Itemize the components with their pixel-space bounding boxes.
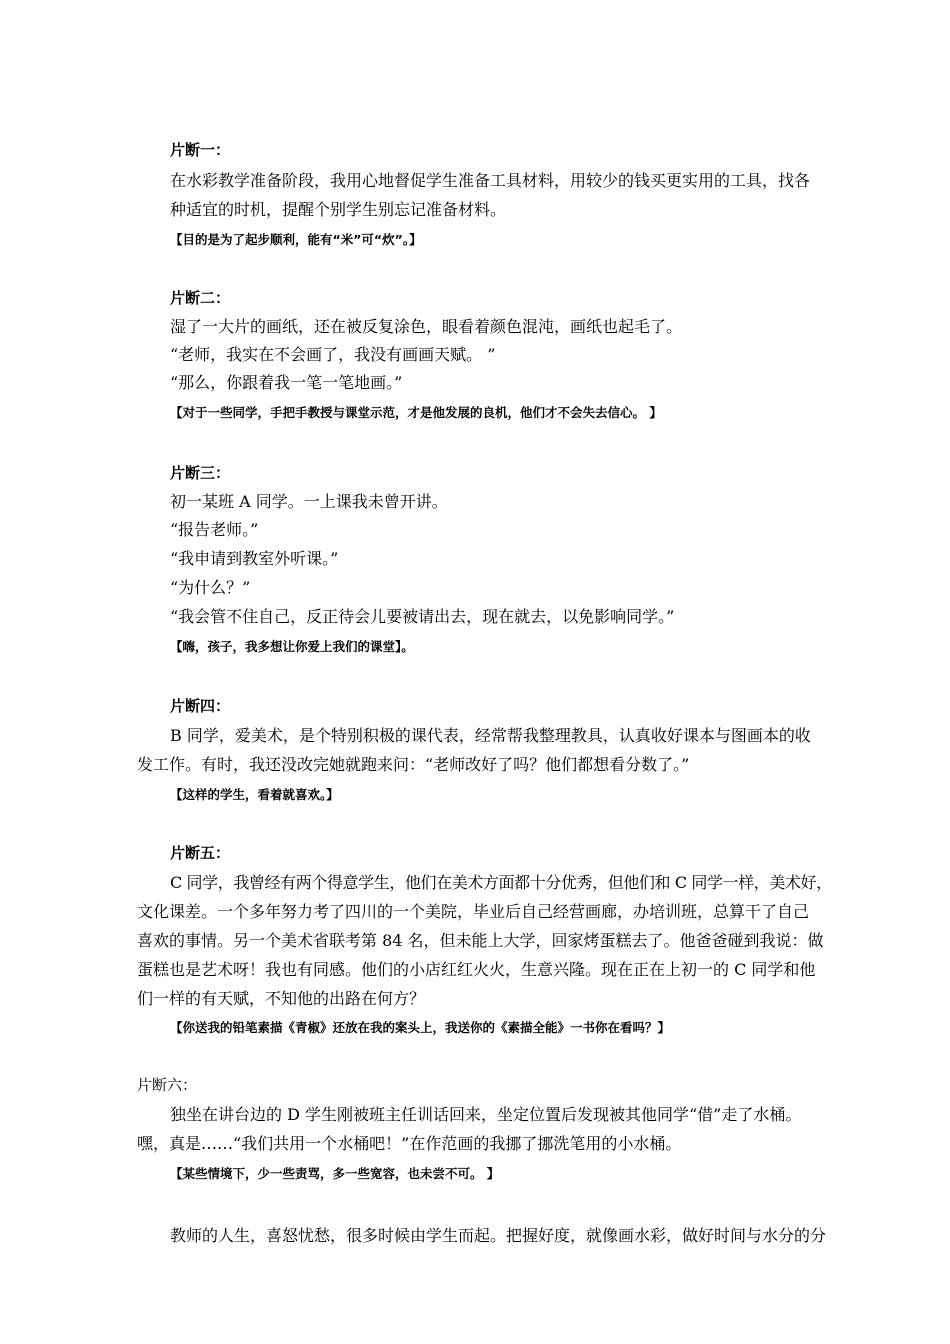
section-4-note: 【这样的学生，看着就喜欢。】 [170, 787, 339, 802]
section-5-heading: 片断五： [170, 844, 231, 862]
section-2-note: 【对于一些同学，手把手教授与课堂示范，才是他发展的良机，他们才不会失去信心。 】 [170, 405, 662, 420]
section-2-line-2: “老师，我实在不会画了，我没有画画天赋。 ” [170, 345, 496, 364]
section-1-line-1: 在水彩教学准备阶段，我用心地督促学生准备工具材料，用较少的钱买更实用的工具，找各 [170, 171, 811, 190]
section-3-note: 【嗨，孩子，我多想让你爱上我们的课堂】。 [170, 639, 414, 654]
section-1-line-2: 种适宜的时机，提醒个别学生别忘记准备材料。 [170, 200, 507, 219]
section-1-heading: 片断一： [170, 141, 231, 159]
section-3-line-2: “报告老师。” [170, 520, 259, 539]
section-5-line-3: 喜欢的事情。另一个美术省联考第 84 名，但未能上大学，回家烤蛋糕去了。他爸爸碰到我说：做 [137, 931, 824, 950]
section-5-line-5: 们一样的有天赋，不知他的出路在何方？ [137, 989, 426, 1008]
section-6-line-2: 嘿，真是……“我们共用一个水桶吧！”在作范画的我挪了挪洗笔用的小水桶。 [137, 1134, 682, 1153]
section-5-note: 【你送我的铅笔素描《青椒》还放在我的案头上，我送你的《素描全能》一书你在看吗？】 [170, 1020, 671, 1035]
section-3-line-1: 初一某班 A 同学。一上课我未曾开讲。 [170, 492, 448, 511]
section-1-note: 【目的是为了起步顺利，能有“米”可“炊”。】 [170, 232, 422, 247]
section-4-heading: 片断四： [170, 697, 231, 715]
section-5-line-2: 文化课差。一个多年努力考了四川的一个美院，毕业后自己经营画廊，办培训班，总算干了自己 [137, 902, 810, 921]
section-3-heading: 片断三： [170, 464, 231, 482]
section-5-line-1: C 同学，我曾经有两个得意学生，他们在美术方面都十分优秀，但他们和 C 同学一样，美术好， [170, 873, 832, 892]
closing-paragraph: 教师的人生，喜怒忧愁，很多时候由学生而起。把握好度，就像画水彩，做好时间与水分的分 [170, 1226, 827, 1245]
section-4-line-2: 发工作。有时，我还没改完她就跑来问：“老师改好了吗？他们都想看分数了。” [137, 755, 690, 774]
section-5-line-4: 蛋糕也是艺术呀！我也有同感。他们的小店红红火火，生意兴隆。现在正在上初一的 C 同学和他 [137, 960, 816, 979]
section-3-line-5: “我会管不住自己，反正待会儿要被请出去，现在就去，以免影响同学。” [170, 607, 675, 626]
section-6-note: 【某些情境下，少一些责骂，多一些宽容，也未尝不可。 】 [170, 1166, 500, 1181]
section-2-line-3: “那么，你跟着我一笔一笔地画。” [170, 373, 403, 392]
section-2-heading: 片断二： [170, 289, 231, 307]
section-6-line-1: 独坐在讲台边的 D 学生刚被班主任训话回来，坐定位置后发现被其他同学“借”走了水桶。 [170, 1105, 802, 1124]
section-4-line-1: B 同学，爱美术，是个特别积极的课代表，经常帮我整理教具，认真收好课本与图画本的收 [170, 726, 811, 745]
section-2-line-1: 湿了一大片的画纸，还在被反复涂色，眼看着颜色混沌，画纸也起毛了。 [170, 317, 683, 336]
section-3-line-3: “我申请到教室外听课。” [170, 549, 339, 568]
section-6-heading: 片断六： [137, 1076, 198, 1094]
section-3-line-4: “为什么？” [170, 578, 251, 597]
